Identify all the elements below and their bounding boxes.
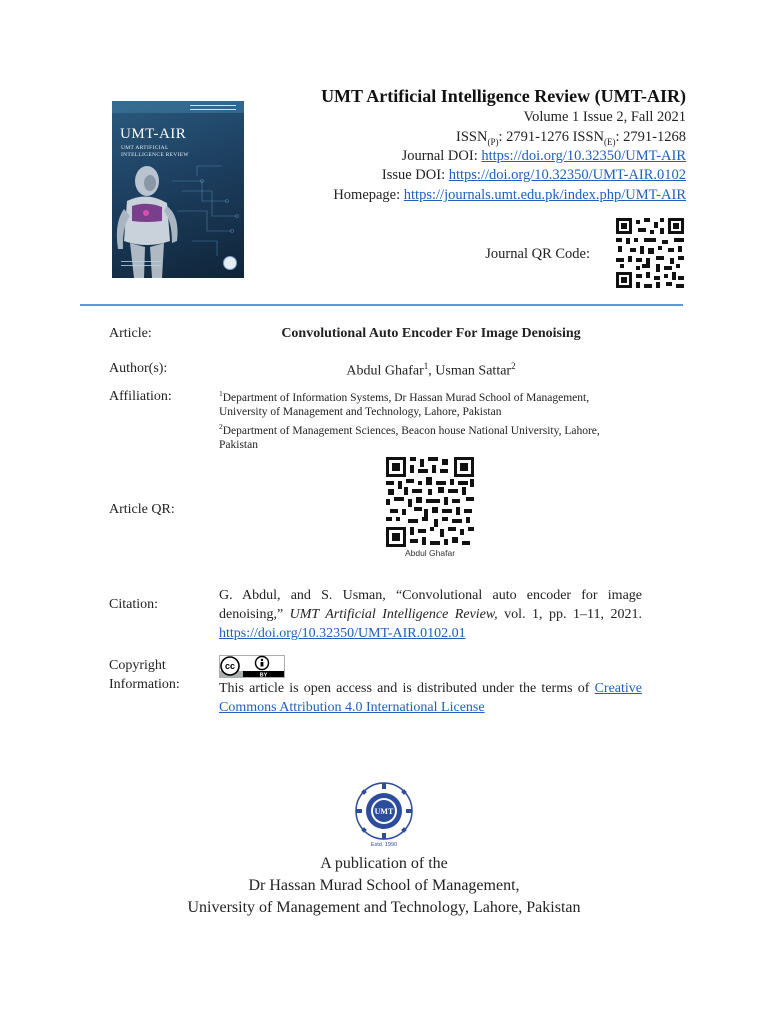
umt-logo-icon: [352, 782, 416, 853]
issn-p-sub: (P): [487, 136, 499, 147]
publication-footer: [0, 853, 768, 919]
affiliation-2-text: Department of Management Sciences, Beacon house National University, Lahore, Pakistan: [219, 424, 600, 452]
cover-subtitle: UMT ARTIFICIAL INTELLIGENCE REVIEW: [121, 145, 189, 158]
journal-qr-code-icon[interactable]: [616, 218, 684, 288]
homepage-label: Homepage:: [333, 187, 404, 203]
author-1-sup: 1: [423, 361, 429, 371]
journal-doi-link[interactable]: https://doi.org/10.32350/UMT-AIR: [481, 148, 686, 164]
article-qr-code-icon[interactable]: [386, 457, 474, 547]
journal-qr-svg: [616, 218, 684, 288]
umt-logo-text: UMT: [374, 807, 394, 816]
journal-doi-line: [402, 148, 686, 165]
author-1: Abdul Ghafar: [346, 363, 424, 379]
affiliation: [219, 387, 639, 453]
homepage-line: [333, 187, 686, 204]
article-qr-caption: Abdul Ghafar: [404, 548, 456, 558]
issn-e-sub: (E): [604, 136, 616, 147]
cover-footer-lines: [121, 261, 161, 266]
journal-doi-label: Journal DOI:: [401, 148, 482, 164]
footer-line-3: University of Management and Technology, Lahore, Pakistan: [187, 899, 581, 916]
header-divider: [80, 304, 683, 306]
citation-journal: UMT Artificial Intelligence Review,: [289, 607, 498, 622]
cc-by-badge-svg: [219, 655, 285, 678]
citation-rest: vol. 1, pp. 1–11, 2021.: [497, 607, 643, 622]
journal-cover-image: [112, 101, 244, 278]
author-2: Usman Sattar: [435, 363, 512, 379]
affiliation-2: [219, 420, 639, 453]
journal-qr-label: Journal QR Code:: [485, 246, 590, 262]
footer-line-2: Dr Hassan Murad School of Management,: [248, 877, 520, 894]
issue-doi-link[interactable]: https://doi.org/10.32350/UMT-AIR.0102: [448, 167, 686, 183]
footer-line-1: A publication of the: [320, 855, 448, 872]
affiliation-1-text: Department of Information Systems, Dr Hassan Murad School of Management, University of Management and Technology, Lahore, Pakistan: [219, 391, 590, 419]
article-title: Convolutional Auto Encoder For Image Denoising: [281, 326, 581, 341]
author-separator: ,: [428, 363, 436, 379]
citation-label: Citation:: [109, 597, 158, 612]
license-statement: [219, 679, 642, 717]
authors-label: Author(s):: [109, 361, 168, 376]
issue-doi-line: [382, 167, 686, 184]
journal-title: UMT Artificial Intelligence Review (UMT-AIR): [321, 86, 686, 106]
issue-doi-label: Issue DOI:: [381, 167, 449, 183]
article-qr-label: Article QR:: [109, 502, 175, 517]
issn-e-label: ISSN: [572, 129, 605, 145]
citation-text: G. Abdul, and S. Usman, “Convolutional auto encoder for image denoising,”: [219, 588, 642, 622]
license-link[interactable]: Creative Commons Attribution 4.0 International License: [219, 681, 642, 715]
copyright-label: Copyright Information:: [109, 658, 180, 692]
cover-umt-logo-icon: [223, 256, 237, 270]
issn-e-value: : 2791-1268: [615, 129, 686, 145]
volume-issue: Volume 1 Issue 2, Fall 2021: [523, 109, 686, 125]
issn-p-label: ISSN: [456, 129, 488, 145]
cover-issn-lines: [190, 105, 236, 110]
citation: [219, 586, 642, 643]
homepage-link[interactable]: https://journals.umt.edu.pk/index.php/UMT-AIR: [403, 187, 686, 203]
affiliation-label: Affiliation:: [109, 389, 172, 404]
affiliation-1-sup: 1: [219, 389, 223, 398]
article-qr-svg: [386, 457, 474, 547]
affiliation-2-sup: 2: [219, 421, 223, 431]
authors: [219, 361, 643, 380]
citation-doi-link[interactable]: https://doi.org/10.32350/UMT-AIR.0102.01: [219, 626, 466, 641]
cover-title: UMT-AIR: [120, 126, 187, 142]
issn-line: [456, 129, 686, 147]
article-label: Article:: [109, 326, 152, 341]
umt-logo-estd: Estd. 1990: [370, 842, 398, 848]
cc-badge-text: BY: [259, 672, 268, 678]
license-text: This article is open access and is distributed under the terms of: [219, 681, 595, 696]
affiliation-1: [219, 387, 639, 420]
author-2-sup: 2: [511, 361, 516, 371]
issn-p-value: : 2791-1276: [498, 129, 573, 145]
cc-glyph: cc: [224, 661, 236, 672]
